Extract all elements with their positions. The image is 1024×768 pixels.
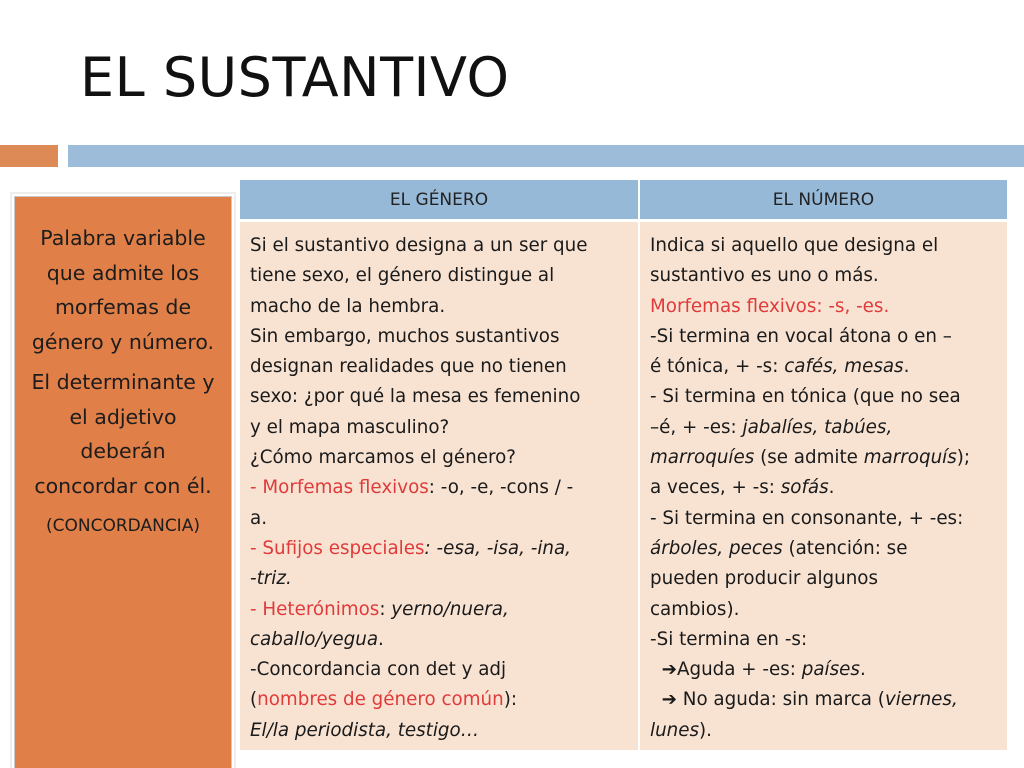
sufijos-examples: : -esa, -isa, -ina, [424,537,571,559]
aguda-text: Aguda + -es: [676,659,802,681]
accent-bar-blue [68,145,1024,167]
rule2-examples-3: marroquís [863,447,957,469]
genero-concordancia-line: -Concordancia con det y adj [250,659,507,681]
rule2-examples-4: sofás [780,477,829,499]
rule1-end: . [903,356,910,378]
genero-cell [240,221,639,751]
arrow-right-icon: ➔ [661,689,677,711]
rule3-examples: árboles, peces [650,537,783,559]
aguda-end: . [859,659,866,681]
comun-open: ( [250,689,258,711]
numero-rule1-cont [650,352,1001,382]
header-numero: EL NÚMERO [639,180,1008,221]
numero-rule1: -Si termina en vocal átona o en – [650,325,952,347]
noaguda-text: No aguda: sin marca ( [676,689,885,711]
rule1-examples: cafés, mesas [784,356,904,378]
genero-sin-embargo-line: designan realidades que no tienen [250,356,567,378]
rule2-examples: jabalíes, tabúes, [742,416,893,438]
rule2-close: ); [956,447,971,469]
noaguda-example: viernes, [884,689,958,711]
rule2-admite: (se admite [754,447,864,469]
arrow-right-icon: ➔ [661,659,677,681]
genero-heteronimos-line [250,595,632,625]
genero-sin-embargo-line: y el mapa masculino? [250,416,450,438]
genero-sin-embargo-line: sexo: ¿por qué la mesa es femenino [250,386,581,408]
rule2-examples-2: marroquíes [650,447,755,469]
numero-noaguda-line [650,685,1001,715]
genero-sufijos-cont: -triz. [250,568,292,590]
genero-sin-embargo-line: Sin embargo, muchos sustantivos [250,325,560,347]
noaguda-end: ). [699,719,712,741]
numero-rule3-cont3: cambios). [650,598,740,620]
comun-close: ): [503,689,517,711]
heteronimos-end: . [378,628,384,650]
numero-cell [639,221,1008,751]
numero-intro-line: Indica si aquello que designa el [650,235,939,256]
heteronimos-examples-2: caballo/yegua [250,628,379,650]
genero-heteronimos-cont [250,625,632,655]
genero-intro-line: macho de la hembra. [250,295,446,317]
heteronimos-colon: : [379,598,392,620]
rule2-end: . [828,477,835,499]
numero-noaguda-cont [650,716,1001,746]
rule2-text: –é, + -es: [650,416,743,438]
content-row [240,221,1008,751]
genero-comun-examples: El/la periodista, testigo… [250,719,479,741]
rule3-atencion: (atención: se [782,537,908,559]
genero-intro-line: Si el sustantivo designa a un ser que [250,235,588,256]
accent-bar-orange [0,145,58,167]
header-genero: EL GÉNERO [240,180,639,221]
genero-intro-line: tiene sexo, el género distingue al [250,265,555,287]
genero-question: ¿Cómo marcamos el género? [250,447,516,469]
numero-rule3: - Si termina en consonante, + -es: [650,507,964,529]
aguda-example: países [801,659,860,681]
morfemas-examples: : -o, -e, -cons / - [428,477,574,499]
numero-rule3-cont2: pueden producir algunos [650,568,879,590]
genero-morfemas-cont: a. [250,507,268,529]
numero-rule2-cont2 [650,443,1001,473]
numero-intro-line: sustantivo es uno o más. [650,265,879,287]
heteronimos-label: - Heterónimos [250,598,380,620]
numero-morfemas: Morfemas flexivos: -s, -es. [650,295,890,317]
rule1-text: é tónica, + -s: [650,356,785,378]
page-title: EL SUSTANTIVO [80,46,510,109]
header-row [240,180,1008,221]
definition-text: Palabra variable que admite los morfemas de género y número. [31,226,215,354]
rule2-aveces: a veces, + -s: [650,477,781,499]
agreement-text: El determinante y el adjetivo deberán concordar con él. [31,370,215,498]
noaguda-example-2: lunes [650,719,700,741]
comun-label: nombres de género común [257,689,504,711]
genero-comun-line [250,685,632,715]
content-table [240,180,1009,750]
genero-sufijos-line [250,534,632,564]
numero-rule4: -Si termina en -s: [650,628,808,650]
numero-rule3-cont [650,534,1001,564]
genero-morfemas-line [250,473,632,503]
numero-aguda-line [650,655,1001,685]
definition-box [14,196,232,768]
sufijos-label: - Sufijos especiales [250,537,425,559]
numero-rule2: - Si termina en tónica (que no sea [650,386,961,408]
concordancia-note: (CONCORDANCIA) [46,516,200,536]
morfemas-flexivos-label: - Morfemas flexivos [250,477,429,499]
numero-rule2-cont3 [650,473,1001,503]
heteronimos-examples: yerno/nuera, [391,598,509,620]
numero-rule2-cont [650,413,1001,443]
